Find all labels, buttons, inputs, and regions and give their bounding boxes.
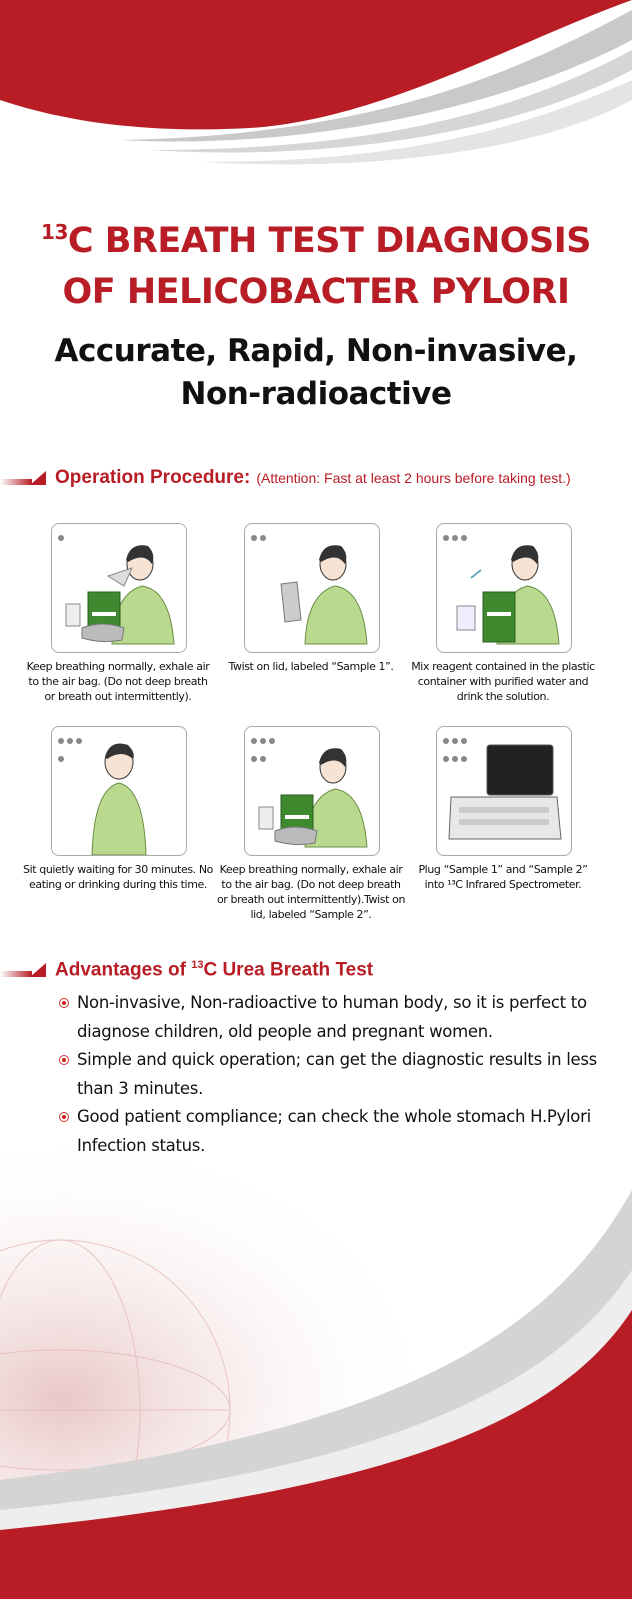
step-number-dots <box>443 530 473 548</box>
step-dot-icon <box>269 738 275 744</box>
step-dot-icon <box>58 738 64 744</box>
step-illustration-card <box>436 726 572 856</box>
step-dot-icon <box>260 535 266 541</box>
bottom-globe-swoosh <box>0 1150 632 1599</box>
step-illustration-card <box>51 726 187 856</box>
page-title-line-1 <box>0 220 632 261</box>
step-dot-icon <box>260 756 266 762</box>
step-dot-icon <box>251 756 257 762</box>
section-marker-icon <box>0 466 46 490</box>
step-illustration-card <box>244 726 380 856</box>
step-dot-icon <box>251 738 257 744</box>
advantage-text: Non-invasive, Non-radioactive to human body, so it is perfect to diagnose children, old people and pregnant women. <box>77 993 587 1041</box>
step-number-dots <box>251 733 281 769</box>
step-illustration-card <box>51 523 187 653</box>
step-number-dots <box>58 530 88 548</box>
advantage-text: Good patient compliance; can check the whole stomach H.Pylori Infection status. <box>77 1107 591 1155</box>
step-dot-icon <box>452 535 458 541</box>
step-dot-icon <box>461 535 467 541</box>
title-superscript: 13 <box>41 220 68 244</box>
advantage-item <box>60 989 600 1046</box>
section-marker-icon <box>0 958 46 982</box>
bullet-icon <box>59 1112 69 1122</box>
step-dot-icon <box>452 738 458 744</box>
step-dot-icon <box>58 756 64 762</box>
advantages-superscript: 13 <box>191 958 204 971</box>
step-dot-icon <box>251 535 257 541</box>
advantage-item <box>60 1046 600 1103</box>
step-caption: Mix reagent contained in the plastic container with purified water and drink the solution. <box>411 660 595 703</box>
procedure-heading <box>0 466 571 490</box>
procedure-note: (Attention: Fast at least 2 hours before taking test.) <box>256 470 571 486</box>
page-title-line-2: OF HELICOBACTER PYLORI <box>62 272 570 312</box>
subtitle-line-2: Non-radioactive <box>180 376 452 412</box>
step-dot-icon <box>461 738 467 744</box>
step-dot-icon <box>461 756 467 762</box>
advantages-title-pre: Advantages of <box>55 959 192 981</box>
step-dot-icon <box>260 738 266 744</box>
step-number-dots <box>58 733 88 769</box>
step-dot-icon <box>443 756 449 762</box>
top-red-swoosh <box>0 0 632 170</box>
advantages-heading <box>0 958 373 982</box>
procedure-title: Operation Procedure: <box>55 467 251 488</box>
step-number-dots <box>443 733 473 769</box>
step-number-dots <box>251 530 281 548</box>
advantages-title-post: C Urea Breath Test <box>203 959 374 981</box>
advantage-text: Simple and quick operation; can get the diagnostic results in less than 3 minutes. <box>77 1050 597 1098</box>
step-illustration-card <box>244 523 380 653</box>
step-caption: Keep breathing normally, exhale air to the air bag. (Do not deep breath or breath out intermittently). <box>26 660 210 703</box>
step-dot-icon <box>76 738 82 744</box>
step-dot-icon <box>443 535 449 541</box>
step-dot-icon <box>452 756 458 762</box>
step-illustration-card <box>436 523 572 653</box>
step-caption: Sit quietly waiting for 30 minutes. No eating or drinking during this time. <box>23 863 214 891</box>
bullet-icon <box>59 1055 69 1065</box>
bullet-icon <box>59 998 69 1008</box>
advantage-item <box>60 1103 600 1160</box>
subtitle-line-1: Accurate, Rapid, Non-invasive, <box>54 333 578 369</box>
step-dot-icon <box>67 738 73 744</box>
title-text: C BREATH TEST DIAGNOSIS <box>67 221 591 261</box>
step-caption: Keep breathing normally, exhale air to the air bag. (Do not deep breath or breath out intermittently).Twist on lid, labeled “Sample 2”. <box>216 863 406 921</box>
advantages-list <box>60 989 600 1160</box>
step-dot-icon <box>58 535 64 541</box>
step-caption: Plug “Sample 1” and “Sample 2” into ¹³C Infrared Spectrometer. <box>418 863 588 891</box>
step-caption: Twist on lid, labeled “Sample 1”. <box>228 660 394 673</box>
step-dot-icon <box>443 738 449 744</box>
